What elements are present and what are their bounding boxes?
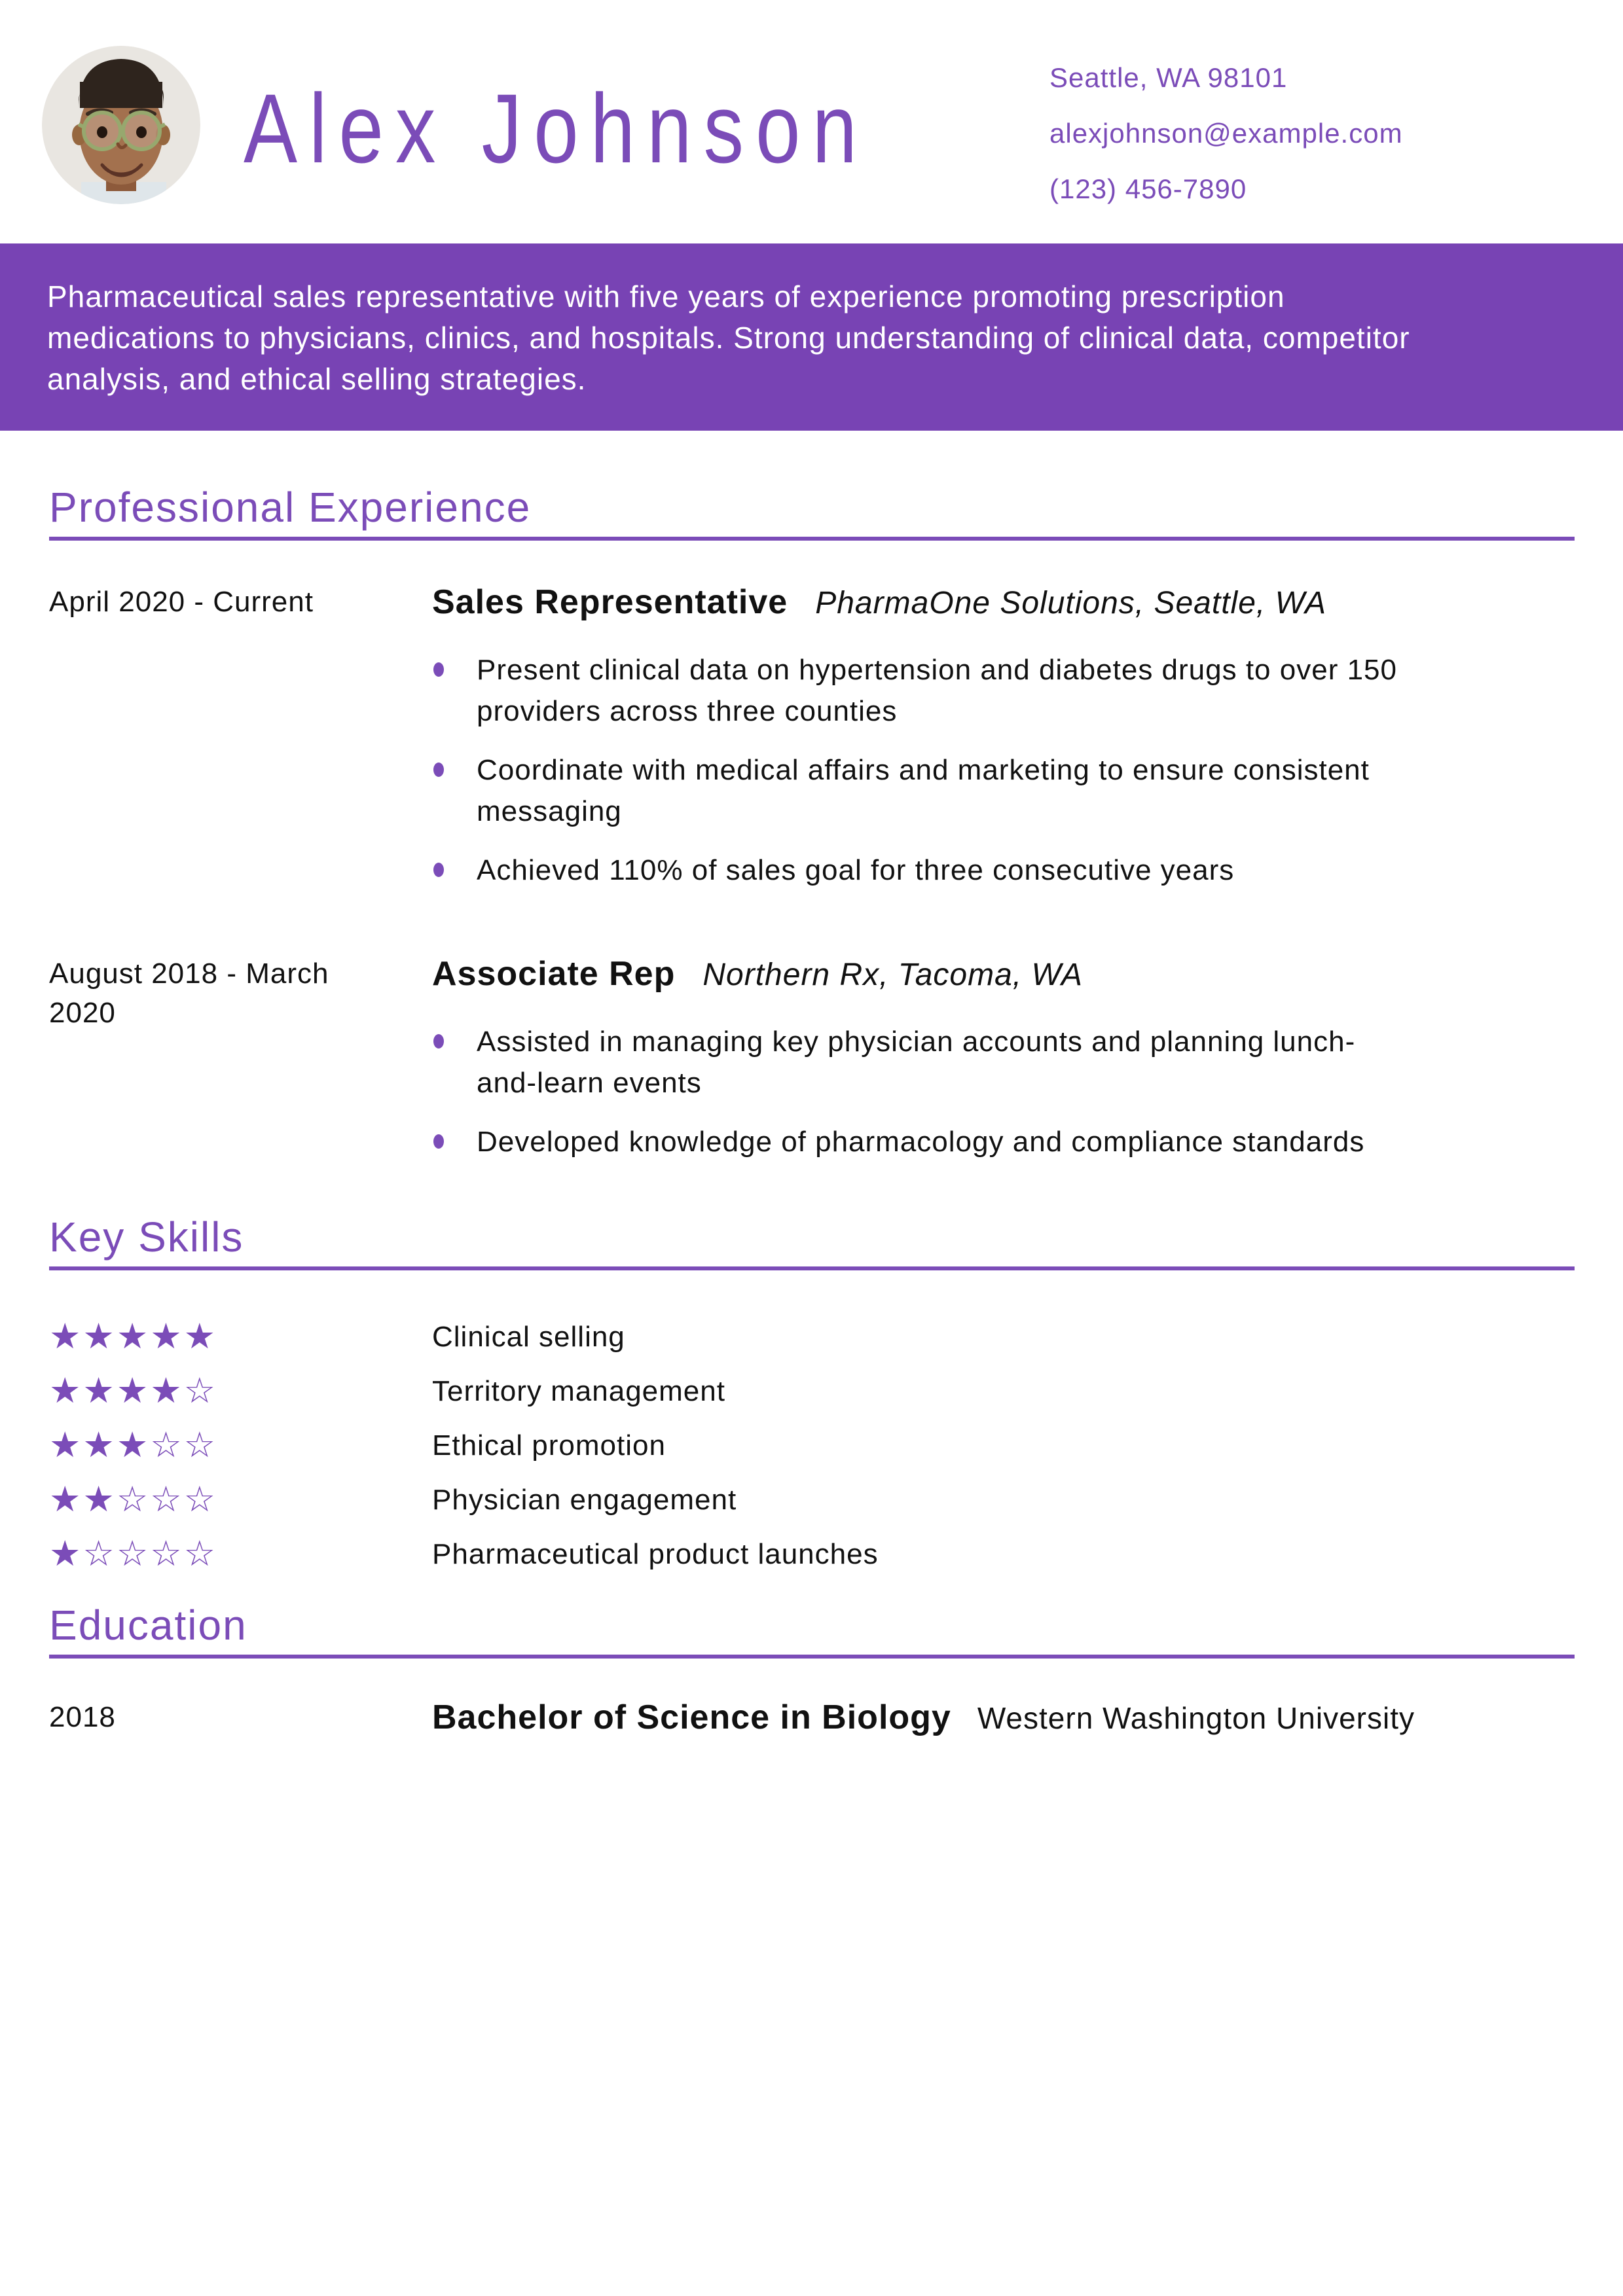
job-dates: August 2018 - March 2020 (49, 958, 329, 1029)
job-company: PharmaOne Solutions, Seattle, WA (815, 586, 1327, 620)
section-title-education: Education (49, 1601, 1575, 1659)
education-entry (49, 1698, 1575, 1737)
job-bullet-list (432, 1021, 1414, 1162)
job-details (432, 954, 1575, 1180)
job-company: Northern Rx, Tacoma, WA (702, 958, 1083, 992)
job-bullet: Achieved 110% of sales goal for three consecutive years (432, 850, 1414, 891)
education-school: Western Washington University (977, 1701, 1415, 1735)
star-rating-icon: ★☆☆☆☆ (49, 1534, 218, 1573)
star-rating-icon: ★★☆☆☆ (49, 1480, 218, 1519)
skill-row (49, 1310, 1575, 1364)
skill-name: Territory management (432, 1375, 725, 1407)
job-bullet: Present clinical data on hypertension and diabetes drugs to over 150 providers across three counties (432, 649, 1414, 732)
skill-row (49, 1364, 1575, 1418)
skill-name: Clinical selling (432, 1321, 625, 1353)
skill-row (49, 1473, 1575, 1527)
avatar-illustration (42, 46, 200, 204)
job-bullet: Assisted in managing key physician accounts and planning lunch-and-learn events (432, 1021, 1414, 1103)
summary-banner (0, 243, 1623, 431)
job-title: Associate Rep (432, 955, 676, 993)
skill-name: Physician engagement (432, 1484, 737, 1516)
skill-name: Ethical promotion (432, 1429, 666, 1462)
job-entry (49, 583, 1575, 908)
star-rating-icon: ★★★★★ (49, 1317, 218, 1356)
job-dates: April 2020 - Current (49, 586, 314, 618)
education-degree: Bachelor of Science in Biology (432, 1698, 951, 1736)
job-bullet-list (432, 649, 1414, 891)
job-details (432, 583, 1575, 908)
profile-photo-avatar (42, 46, 200, 204)
education-year: 2018 (49, 1701, 116, 1733)
job-title-line (432, 954, 1575, 995)
contact-location: Seattle, WA 98101 (1049, 62, 1288, 93)
contact-phone: (123) 456-7890 (1049, 173, 1247, 204)
summary-text: Pharmaceutical sales representative with five years of experience promoting prescription medications to physicians, clinics, and hospitals. Strong understanding of clinical data, competitor analysis, and ethical selling strategies. (47, 279, 1410, 396)
job-title-line (432, 583, 1575, 623)
skill-row (49, 1418, 1575, 1473)
job-bullet: Coordinate with medical affairs and marketing to ensure consistent messaging (432, 749, 1414, 832)
job-entry (49, 954, 1575, 1180)
star-rating-icon: ★★★☆☆ (49, 1426, 218, 1465)
job-title: Sales Representative (432, 583, 788, 621)
job-bullet: Developed knowledge of pharmacology and compliance standards (432, 1121, 1414, 1162)
person-name: Alex Johnson (244, 73, 869, 183)
contact-email: alexjohnson@example.com (1049, 118, 1403, 149)
star-rating-icon: ★★★★☆ (49, 1371, 218, 1410)
education-details (432, 1698, 1575, 1737)
contact-block (1049, 50, 1403, 217)
header (0, 0, 1623, 243)
resume-body (49, 483, 1575, 1737)
section-title-skills: Key Skills (49, 1213, 1575, 1270)
section-title-experience: Professional Experience (49, 483, 1575, 541)
skill-row (49, 1527, 1575, 1581)
skill-name: Pharmaceutical product launches (432, 1538, 879, 1570)
skill-list (49, 1310, 1575, 1581)
